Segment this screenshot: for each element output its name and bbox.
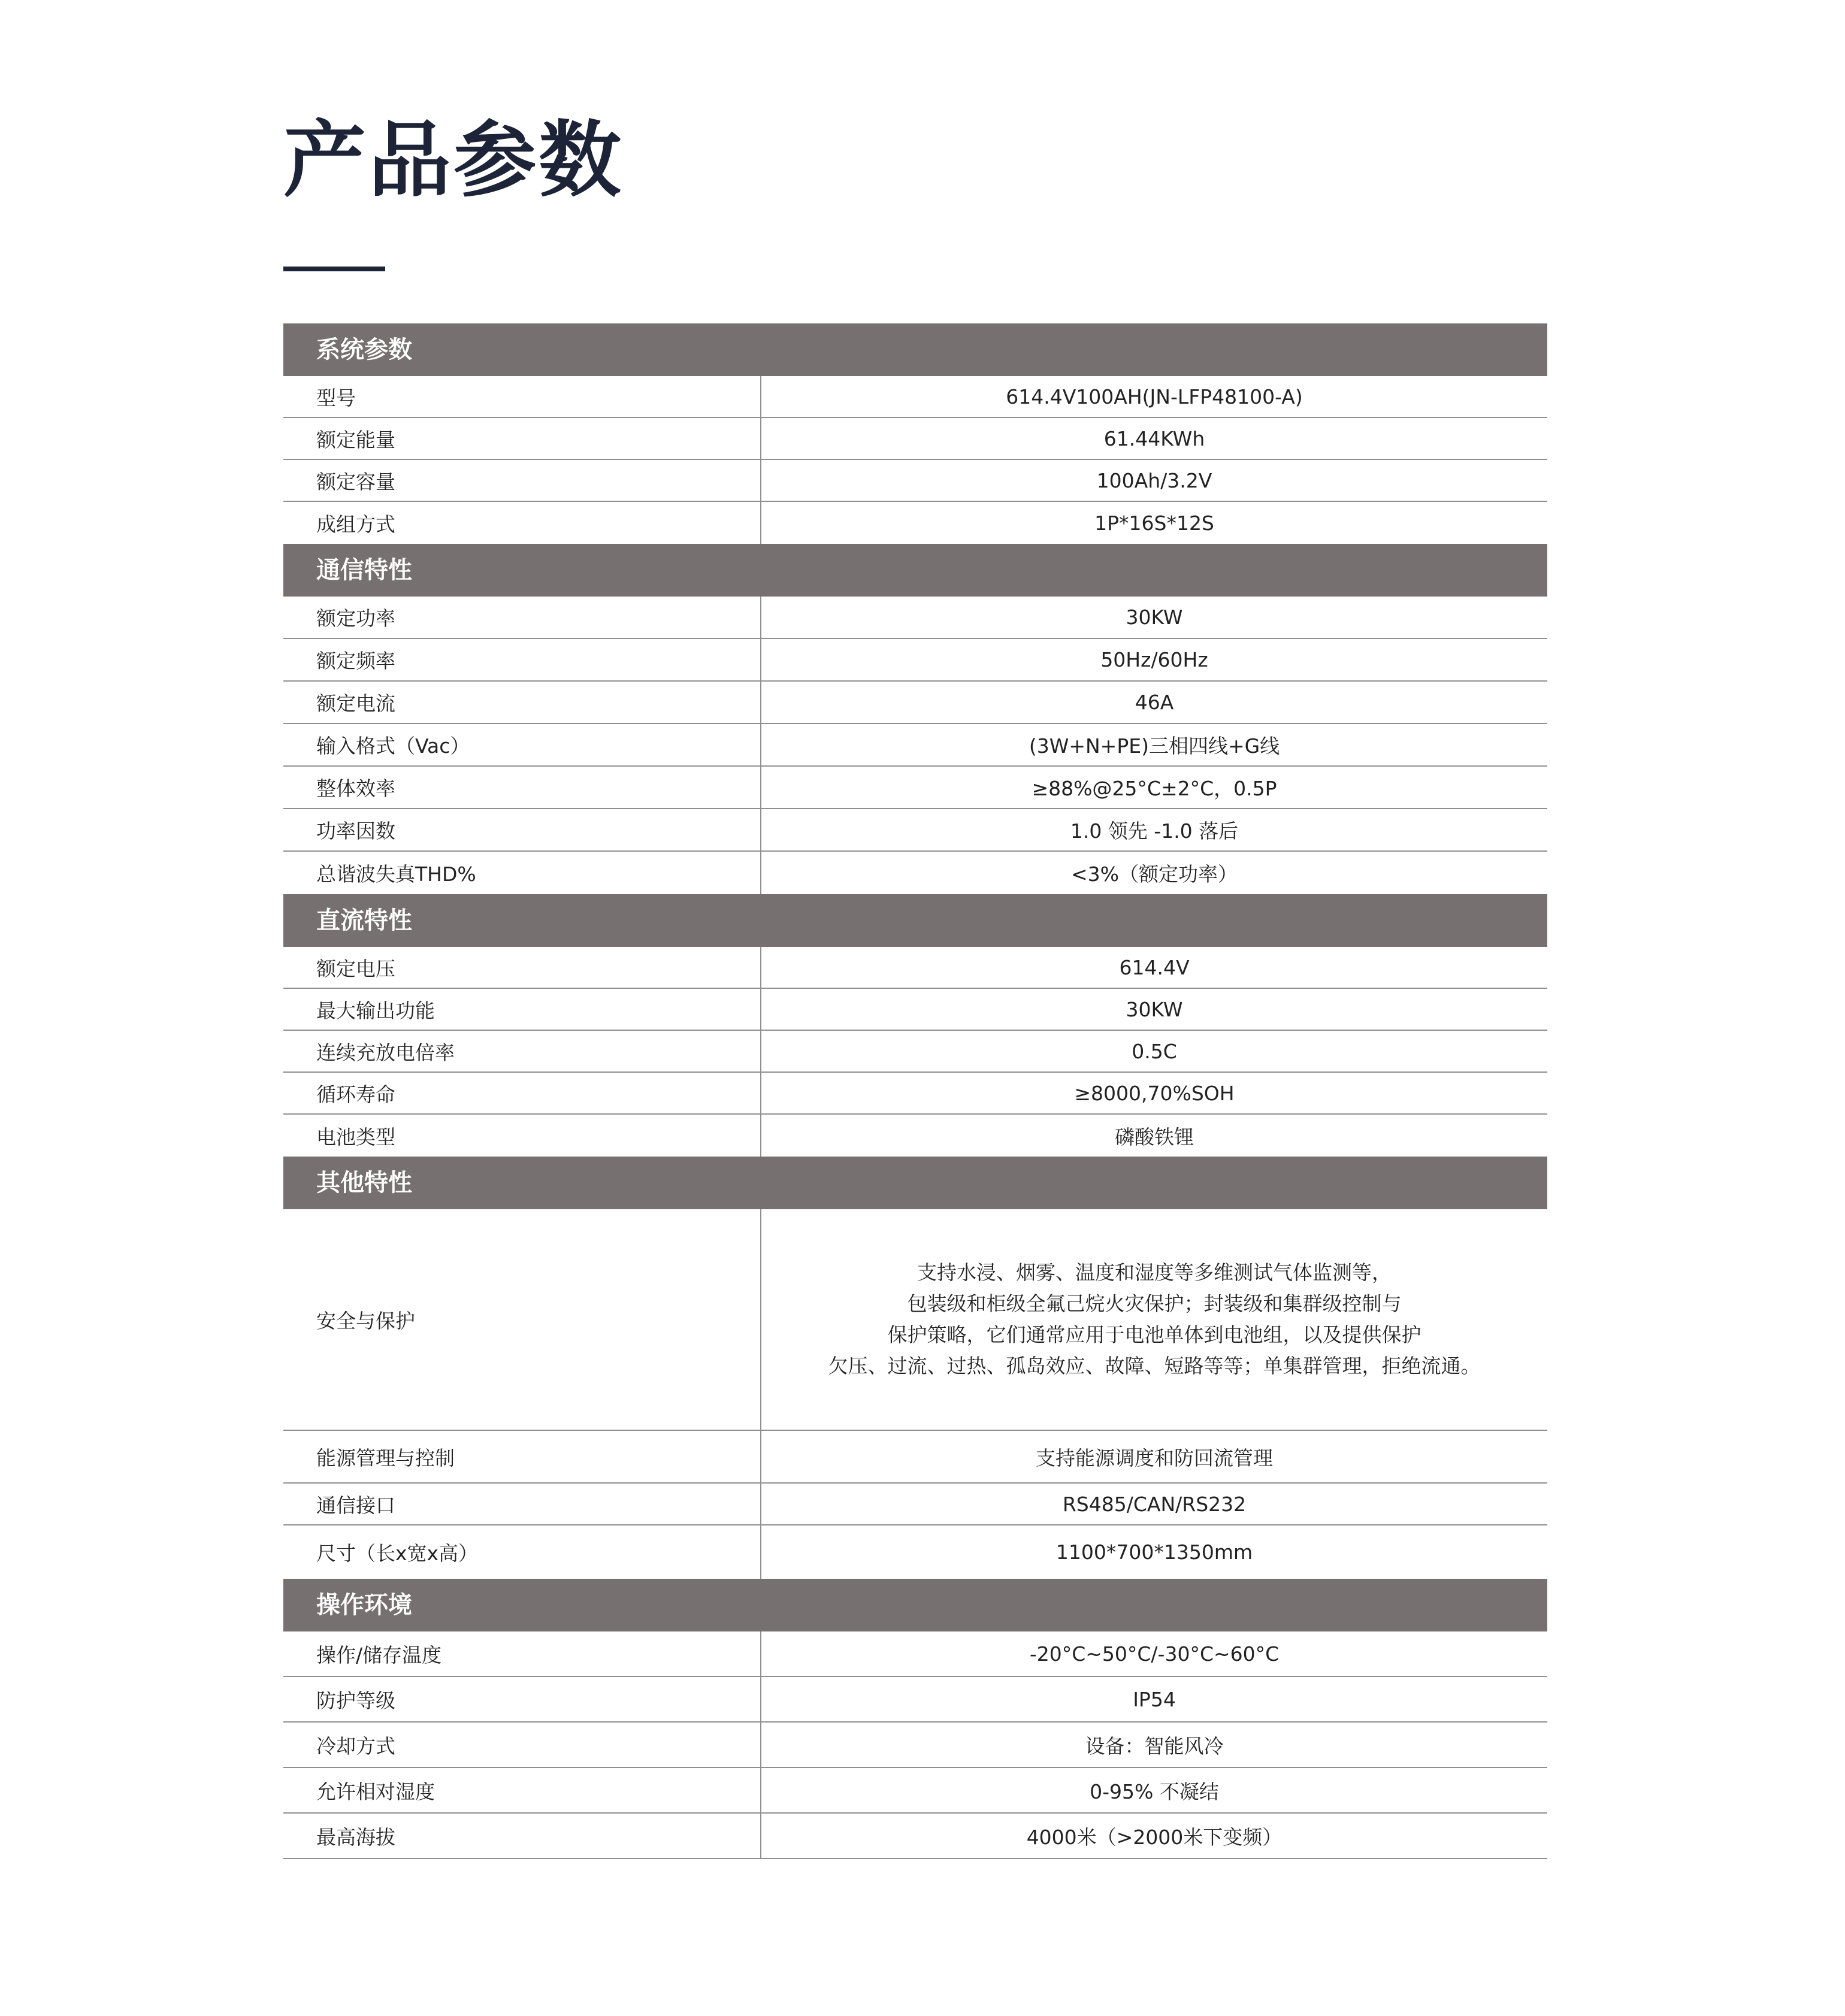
spec-label: 尺寸（长x宽x高） xyxy=(283,1525,761,1579)
spec-row-ip-rating xyxy=(283,1677,1547,1723)
section-header-dc: 直流特性 xyxy=(283,894,1547,947)
spec-label: 型号 xyxy=(283,376,761,417)
spec-value: 磷酸铁锂 xyxy=(1115,1125,1194,1149)
spec-row-rated-power xyxy=(283,597,1547,639)
spec-value: 1100*700*1350mm xyxy=(1055,1540,1253,1564)
spec-value: <3%（额定功率） xyxy=(1070,862,1238,886)
spec-row-power-factor xyxy=(283,809,1547,852)
spec-value: RS485/CAN/RS232 xyxy=(1062,1492,1247,1516)
spec-row-temperature xyxy=(283,1631,1547,1677)
spec-label: 最大输出功能 xyxy=(283,989,761,1030)
spec-value: 614.4V xyxy=(1119,955,1190,979)
spec-value: ≥8000,70%SOH xyxy=(1074,1081,1235,1105)
spec-label: 循环寿命 xyxy=(283,1073,761,1113)
spec-value: 50Hz/60Hz xyxy=(1100,648,1208,671)
spec-row-comm-interface xyxy=(283,1484,1547,1525)
spec-label: 输入格式（Vac） xyxy=(283,724,761,765)
spec-label: 额定电压 xyxy=(283,947,761,988)
spec-value: -20°C~50°C/-30°C~60°C xyxy=(1029,1642,1280,1666)
spec-row-model xyxy=(283,376,1547,418)
spec-row-dimensions xyxy=(283,1525,1547,1579)
spec-value: (3W+N+PE)三相四线+G线 xyxy=(1029,734,1280,758)
spec-label: 整体效率 xyxy=(283,767,761,808)
spec-label: 额定电流 xyxy=(283,682,761,723)
spec-label: 操作/储存温度 xyxy=(283,1631,761,1676)
spec-label: 允许相对湿度 xyxy=(283,1768,761,1812)
spec-row-grouping xyxy=(283,502,1547,544)
page-title: 产品参数 xyxy=(283,112,624,208)
section-header-other: 其他特性 xyxy=(283,1157,1547,1209)
spec-row-rated-capacity xyxy=(283,460,1547,502)
spec-row-battery-type xyxy=(283,1115,1547,1157)
spec-row-rated-voltage xyxy=(283,947,1547,989)
safety-line: 包装级和柜级全氟己烷火灾保护；封装级和集群级控制与 xyxy=(907,1292,1402,1315)
spec-row-safety xyxy=(283,1209,1547,1431)
spec-value: 30KW xyxy=(1126,606,1183,629)
spec-value: 0.5C xyxy=(1132,1039,1177,1063)
spec-table xyxy=(283,323,1547,1859)
spec-label: 安全与保护 xyxy=(283,1209,761,1430)
spec-value: 支持能源调度和防回流管理 xyxy=(1036,1446,1273,1470)
spec-label: 防护等级 xyxy=(283,1677,761,1721)
spec-row-input-format xyxy=(283,724,1547,767)
spec-value: IP54 xyxy=(1133,1687,1176,1711)
spec-label: 额定功率 xyxy=(283,597,761,638)
spec-value: ≥88%@25°C±2°C，0.5P xyxy=(1032,777,1277,800)
spec-label: 额定能量 xyxy=(283,418,761,459)
spec-row-cycle-life xyxy=(283,1073,1547,1115)
title-underline xyxy=(283,267,385,271)
spec-value: 614.4V100AH(JN-LFP48100-A) xyxy=(1006,385,1303,408)
spec-label: 电池类型 xyxy=(283,1115,761,1157)
spec-row-efficiency xyxy=(283,767,1547,809)
spec-label: 额定容量 xyxy=(283,460,761,501)
safety-line: 保护策略，它们通常应用于电池单体到电池组，以及提供保护 xyxy=(887,1323,1421,1346)
spec-label: 能源管理与控制 xyxy=(283,1431,761,1482)
spec-value: 4000米（>2000米下变频） xyxy=(1026,1825,1283,1849)
spec-row-rated-current xyxy=(283,682,1547,724)
spec-row-c-rate xyxy=(283,1031,1547,1073)
spec-label: 成组方式 xyxy=(283,502,761,544)
spec-label: 连续充放电倍率 xyxy=(283,1031,761,1071)
spec-value: 1P*16S*12S xyxy=(1094,511,1214,535)
spec-row-rated-frequency xyxy=(283,639,1547,682)
spec-label: 总谐波失真THD% xyxy=(283,852,761,894)
section-header-environment: 操作环境 xyxy=(283,1579,1547,1631)
spec-row-humidity xyxy=(283,1768,1547,1814)
safety-line: 支持水浸、烟雾、温度和湿度等多维测试气体监测等， xyxy=(917,1261,1392,1284)
section-header-system: 系统参数 xyxy=(283,323,1547,376)
spec-value xyxy=(761,1209,1547,1430)
spec-row-max-output xyxy=(283,989,1547,1031)
spec-value: 61.44KWh xyxy=(1103,426,1205,450)
spec-label: 额定频率 xyxy=(283,639,761,680)
spec-row-thd xyxy=(283,852,1547,894)
spec-row-energy-management xyxy=(283,1431,1547,1484)
spec-value: 设备：智能风冷 xyxy=(1085,1734,1224,1758)
spec-value: 1.0 领先 -1.0 落后 xyxy=(1070,819,1239,843)
spec-value: 100Ah/3.2V xyxy=(1096,468,1212,492)
spec-label: 功率因数 xyxy=(283,809,761,850)
section-header-communication: 通信特性 xyxy=(283,544,1547,597)
spec-value: 0-95% 不凝结 xyxy=(1090,1779,1219,1803)
safety-line: 欠压、过流、过热、孤岛效应、故障、短路等等；单集群管理，拒绝流通。 xyxy=(828,1354,1481,1378)
spec-row-rated-energy xyxy=(283,418,1547,460)
spec-label: 最高海拔 xyxy=(283,1814,761,1858)
spec-row-altitude xyxy=(283,1814,1547,1859)
spec-value: 30KW xyxy=(1126,997,1183,1021)
spec-row-cooling xyxy=(283,1723,1547,1768)
spec-label: 冷却方式 xyxy=(283,1723,761,1767)
spec-label: 通信接口 xyxy=(283,1484,761,1524)
spec-value: 46A xyxy=(1135,691,1174,714)
